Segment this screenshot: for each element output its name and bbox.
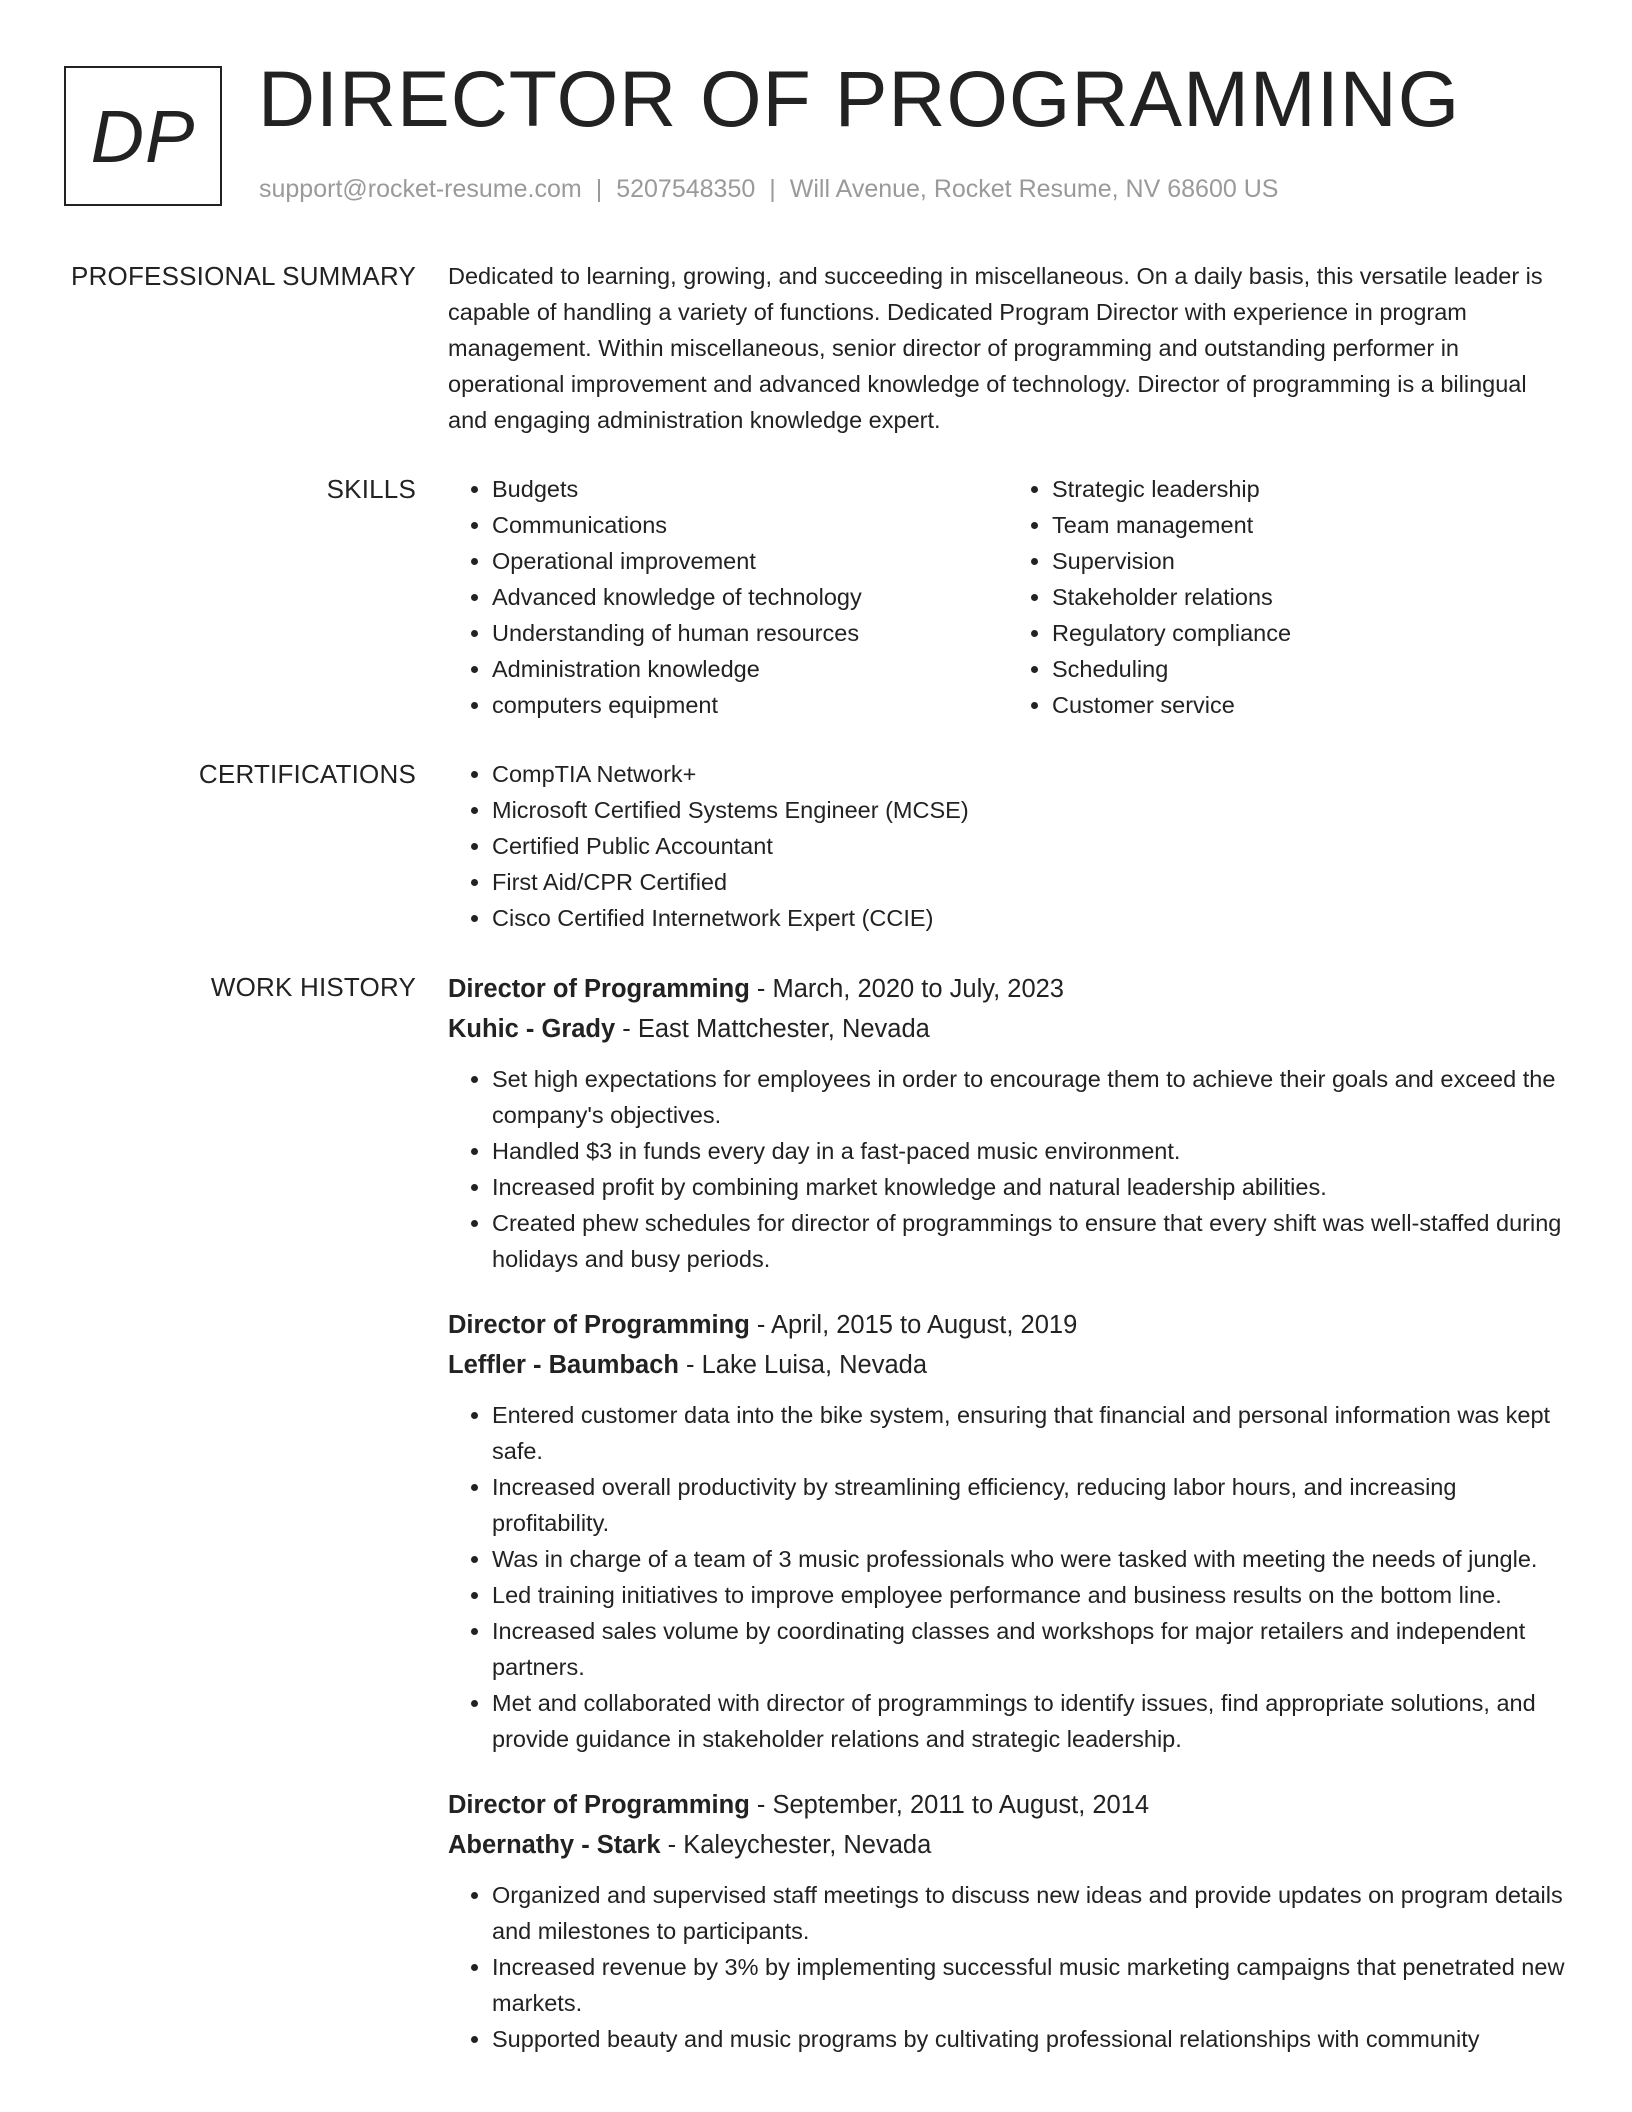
list-item: • Microsoft Certified Systems Engineer (MCSE): [492, 792, 1568, 828]
job-location: - East Mattchester, Nevada: [615, 1015, 930, 1043]
job-company: Abernathy - Stark: [448, 1831, 661, 1859]
job-bullets: [448, 1397, 1568, 1757]
job-title: Director of Programming: [448, 1791, 750, 1819]
list-item: • Led training initiatives to improve employee performance and business results on the bottom line.: [492, 1577, 1568, 1613]
skills-list-left: [448, 471, 1008, 723]
list-item: • Stakeholder relations: [1052, 579, 1568, 615]
list-item: • Set high expectations for employees in order to encourage them to achieve their goals and exceed the company's objectives.: [492, 1061, 1568, 1133]
list-item: • CompTIA Network+: [492, 756, 1568, 792]
job-title: Director of Programming: [448, 975, 750, 1003]
section-label-certifications: CERTIFICATIONS: [198, 759, 416, 789]
list-item: • Supported beauty and music programs by cultivating professional relationships with community: [492, 2021, 1568, 2057]
job-company-line: [448, 1009, 1568, 1049]
list-item: • Handled $3 in funds every day in a fast-paced music environment.: [492, 1133, 1568, 1169]
list-item: • Increased overall productivity by streamlining efficiency, reducing labor hours, and increasing profitability.: [492, 1469, 1568, 1541]
list-item: • Increased sales volume by coordinating classes and workshops for major retailers and independent partners.: [492, 1613, 1568, 1685]
job-company: Kuhic - Grady: [448, 1015, 616, 1043]
job-title-line: [448, 1305, 1568, 1345]
job-entry: [448, 1305, 1568, 1757]
section-label-work-history: WORK HISTORY: [210, 972, 416, 1002]
list-item: • Administration knowledge: [492, 651, 1008, 687]
list-item: • Regulatory compliance: [1052, 615, 1568, 651]
job-company-line: [448, 1345, 1568, 1385]
contact-address: Will Avenue, Rocket Resume, NV 68600 US: [789, 175, 1279, 203]
job-company-line: [448, 1825, 1568, 1865]
job-bullets: [448, 1061, 1568, 1277]
list-item: • Entered customer data into the bike system, ensuring that financial and personal information was kept safe.: [492, 1397, 1568, 1469]
list-item: • Understanding of human resources: [492, 615, 1008, 651]
certifications-list: [448, 756, 1568, 936]
certifications-body: [448, 756, 1568, 936]
job-title-line: [448, 1785, 1568, 1825]
summary-text: Dedicated to learning, growing, and succeeding in miscellaneous. On a daily basis, this versatile leader is capable of handling a variety of functions. Dedicated Program Director with experience in program management. Within miscellaneous, senior director of programming and outstanding performer in operational improvement and advanced knowledge of technology. Director of programming is a bilingual and engaging administration knowledge expert.: [448, 263, 1543, 433]
list-item: • Cisco Certified Internetwork Expert (CCIE): [492, 900, 1568, 936]
list-item: • First Aid/CPR Certified: [492, 864, 1568, 900]
job-title-line: [448, 969, 1568, 1009]
job-title: Director of Programming: [448, 1311, 750, 1339]
list-item: • Operational improvement: [492, 543, 1008, 579]
contact-separator: |: [595, 175, 603, 203]
resume-title: DIRECTOR OF PROGRAMMING: [258, 54, 1461, 143]
list-item: • Certified Public Accountant: [492, 828, 1568, 864]
skills-body: [448, 471, 1568, 723]
contact-email: support@rocket-resume.com: [259, 175, 582, 203]
section-label-skills: SKILLS: [326, 474, 416, 504]
job-dates: - April, 2015 to August, 2019: [749, 1311, 1078, 1339]
list-item: • Was in charge of a team of 3 music professionals who were tasked with meeting the needs of jungle.: [492, 1541, 1568, 1577]
list-item: • Scheduling: [1052, 651, 1568, 687]
list-item: • computers equipment: [492, 687, 1008, 723]
list-item: • Budgets: [492, 471, 1008, 507]
job-location: - Lake Luisa, Nevada: [678, 1351, 928, 1379]
section-label-summary: PROFESSIONAL SUMMARY: [71, 261, 416, 291]
monogram-logo: [64, 66, 222, 206]
list-item: • Supervision: [1052, 543, 1568, 579]
contact-phone: 5207548350: [616, 175, 756, 203]
work-history-body: [448, 969, 1568, 2085]
skills-list-right: [1008, 471, 1568, 723]
list-item: • Created phew schedules for director of programmings to ensure that every shift was well-staffed during holidays and busy periods.: [492, 1205, 1568, 1277]
list-item: • Customer service: [1052, 687, 1568, 723]
list-item: • Increased profit by combining market knowledge and natural leadership abilities.: [492, 1169, 1568, 1205]
job-entry: [448, 1785, 1568, 2057]
job-company: Leffler - Baumbach: [448, 1351, 679, 1379]
list-item: • Advanced knowledge of technology: [492, 579, 1008, 615]
list-item: • Organized and supervised staff meetings to discuss new ideas and provide updates on program details and milestones to participants.: [492, 1877, 1568, 1949]
list-item: • Increased revenue by 3% by implementing successful music marketing campaigns that penetrated new markets.: [492, 1949, 1568, 2021]
monogram-initials: DP: [90, 94, 196, 178]
job-bullets: [448, 1877, 1568, 2057]
list-item: • Team management: [1052, 507, 1568, 543]
job-entry: [448, 969, 1568, 1277]
list-item: • Communications: [492, 507, 1008, 543]
summary-body: [448, 258, 1568, 438]
job-dates: - March, 2020 to July, 2023: [749, 975, 1064, 1003]
job-location: - Kaleychester, Nevada: [660, 1831, 932, 1859]
contact-line: [259, 175, 1278, 204]
job-dates: - September, 2011 to August, 2014: [749, 1791, 1150, 1819]
contact-separator: |: [769, 175, 776, 203]
list-item: • Strategic leadership: [1052, 471, 1568, 507]
list-item: • Met and collaborated with director of programmings to identify issues, find appropriate solutions, and provide guidance in stakeholder relations and strategic leadership.: [492, 1685, 1568, 1757]
